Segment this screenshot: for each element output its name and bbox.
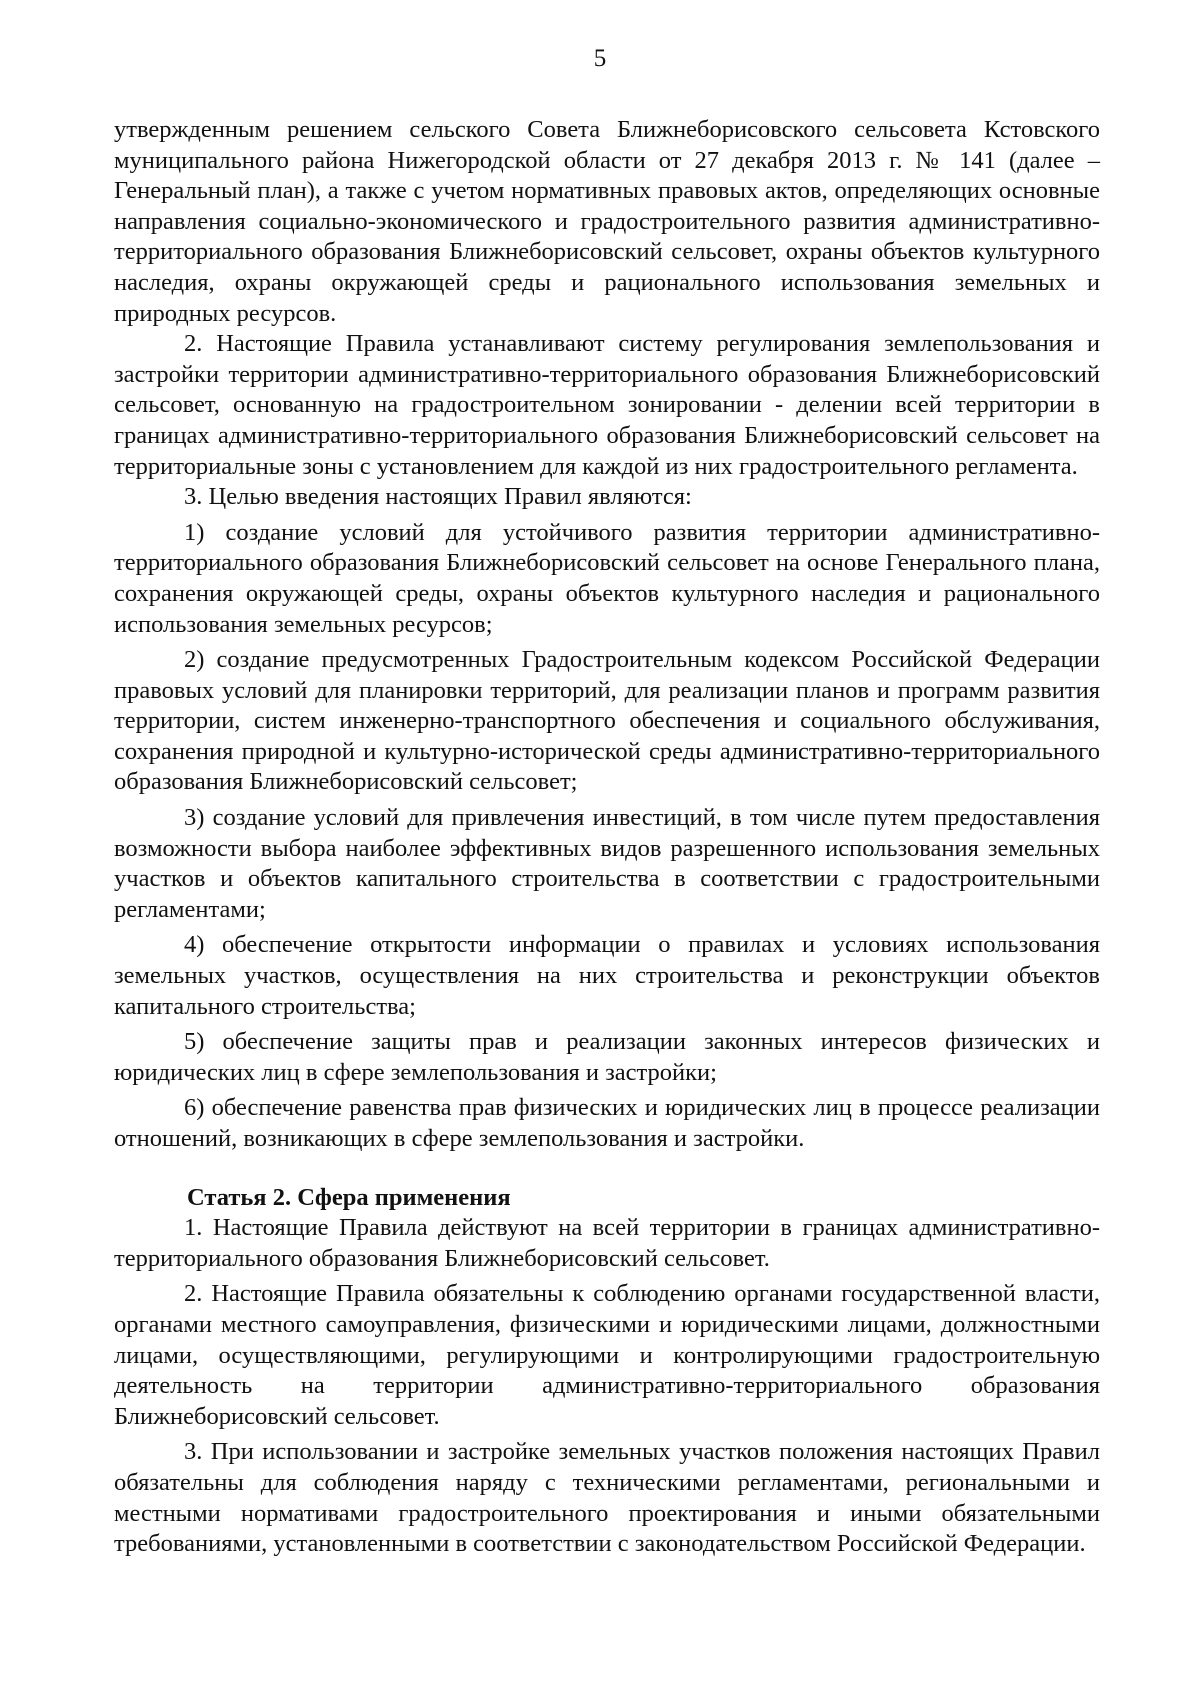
list-item: 4) обеспечение открытости информации о правилах и условиях использования земельных участков, осуществления на них строительства и реконструкции объектов капитального строительства; xyxy=(114,931,1100,1020)
list-item: 6) обеспечение равенства прав физических и юридических лиц в процессе реализации отношений, возникающих в сфере землепользования и застройки. xyxy=(114,1094,1100,1152)
paragraph: 2. Настоящие Правила устанавливают систему регулирования землепользования и застройки территории административно-территориального образования Ближнеборисовский сельсовет, основанную на градостроительном зонировании - делении всей территории в границах административно-территориального образования Ближнеборисовский сельсовет на территориальные зоны с установлением для каждой из них градостроительного регламента. xyxy=(114,330,1100,480)
paragraph: 3. Целью введения настоящих Правил являются: xyxy=(184,483,692,511)
list-item: 1) создание условий для устойчивого развития территории административно-территориального образования Ближнеборисовский сельсовет на основе Генерального плана, сохранения окружающей среды, охраны объектов культурного наследия и рационального использования земельных ресурсов; xyxy=(114,518,1100,638)
paragraph-continuation: утвержденным решением сельского Совета Ближнеборисовского сельсовета Кстовского муниципального района Нижегородской области от 27 декабря 2013 г. № 141 (далее – Генеральный план), а также с учетом нормативных правовых актов, определяющих основные направления социально-экономического и градостроительного развития административно-территориального образования Ближнеборисовский сельсовет, охраны объектов культурного наследия, охраны окружающей среды и рационального использования земельных и природных ресурсов. xyxy=(114,116,1100,327)
page-number: 5 xyxy=(593,45,607,72)
list-item: 3) создание условий для привлечения инвестиций, в том числе путем предоставления возможности выбора наиболее эффективных видов разрешенного использования земельных участков и объектов капитального строительства в соответствии с градостроительными регламентами; xyxy=(114,804,1100,923)
paragraph: 2. Настоящие Правила обязательны к соблюдению органами государственной власти, органами местного самоуправления, физическими и юридическими лицами, должностными лицами, осуществляющими, регулирующими и контролирующими градостроительную деятельность на территории административно-территориального образования Ближнеборисовский сельсовет. xyxy=(114,1280,1100,1430)
list-item: 5) обеспечение защиты прав и реализации законных интересов физических и юридических лиц в сфере землепользования и застройки; xyxy=(114,1028,1100,1086)
paragraph: 1. Настоящие Правила действуют на всей территории в границах административно-территориального образования Ближнеборисовский сельсовет. xyxy=(114,1214,1100,1272)
paragraph: 3. При использовании и застройке земельных участков положения настоящих Правил обязательны для соблюдения наряду с техническими регламентами, региональными и местными нормативами градостроительного проектирования и иными обязательными требованиями, установленными в соответствии с законодательством Российской Федерации. xyxy=(114,1438,1100,1558)
document-body xyxy=(114,115,1100,1560)
list-item: 2) создание предусмотренных Градостроительным кодексом Российской Федерации правовых условий для планировки территорий, для реализации планов и программ развития территории, систем инженерно-транспортного обеспечения и социального обслуживания, сохранения природной и культурно-исторической среды административно-территориального образования Ближнеборисовский сельсовет; xyxy=(114,646,1100,796)
article-heading: Статья 2. Сфера применения xyxy=(187,1183,511,1211)
